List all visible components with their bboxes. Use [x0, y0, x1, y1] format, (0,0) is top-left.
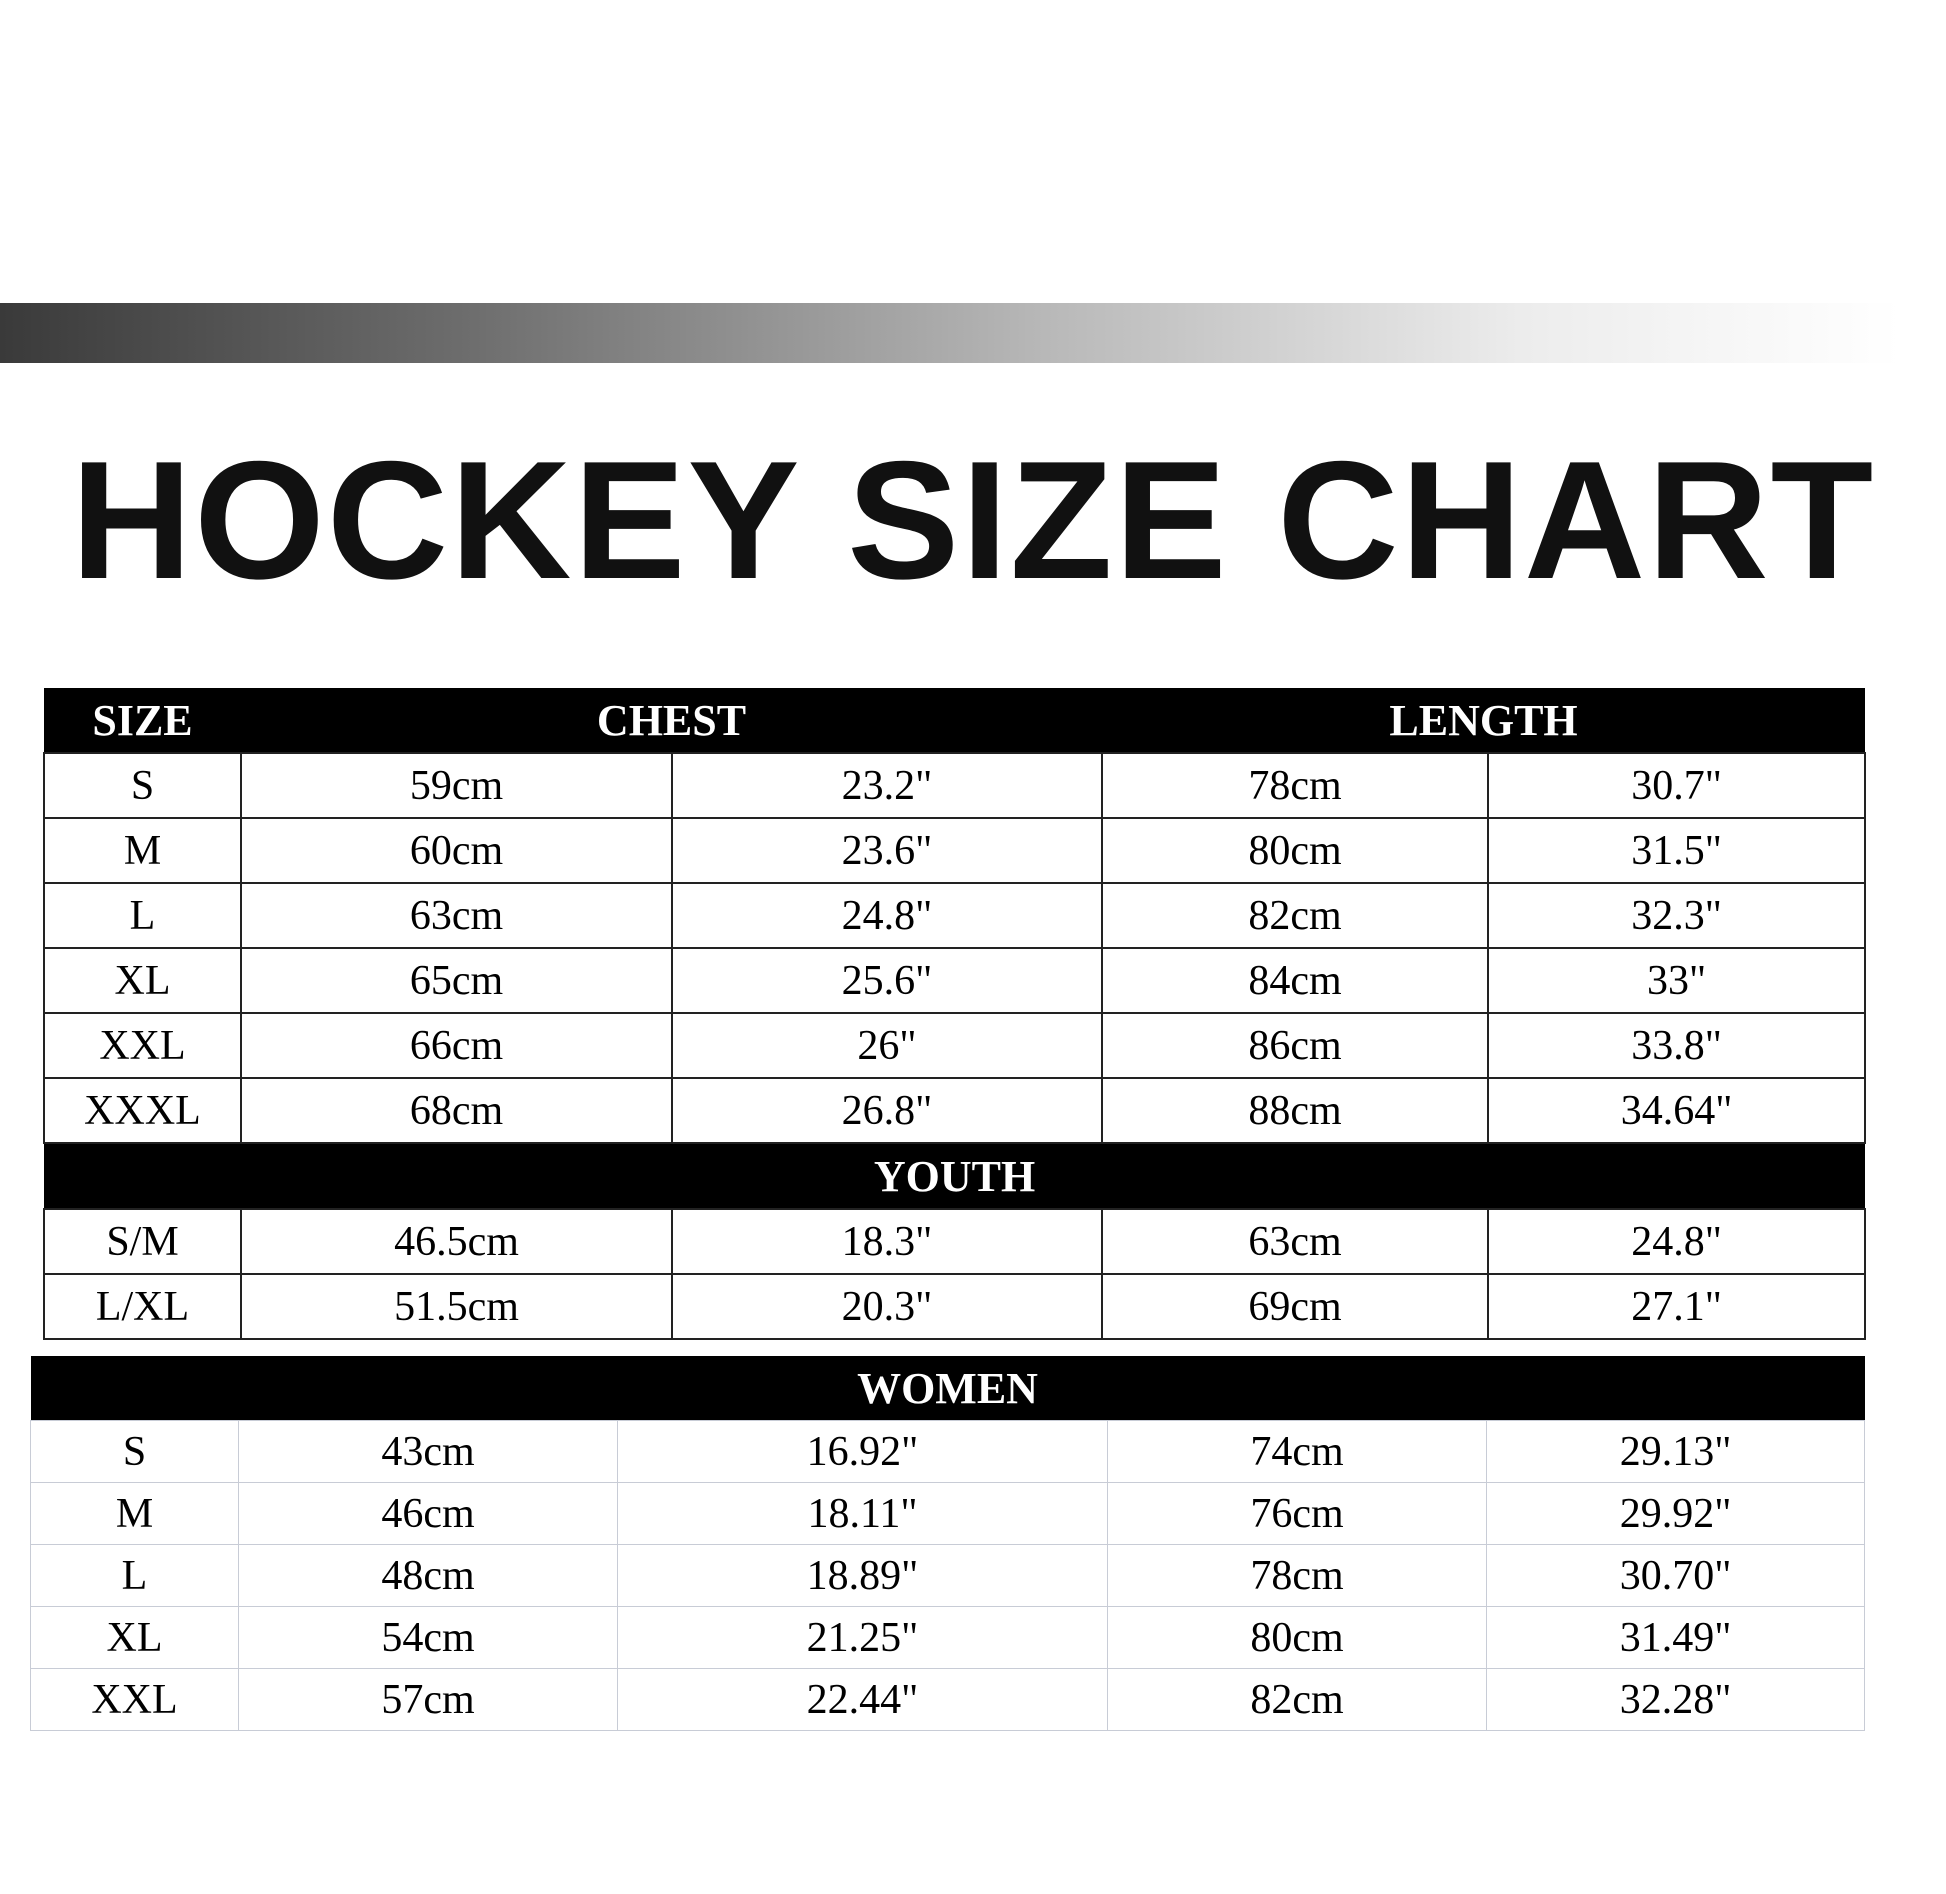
table-row — [44, 1274, 1865, 1339]
table-row — [44, 818, 1865, 883]
chest-cm-cell: 57cm — [239, 1669, 618, 1731]
length-in-cell: 29.92" — [1487, 1483, 1865, 1545]
size-cell: S — [44, 753, 241, 818]
chest-cm-cell: 66cm — [241, 1013, 672, 1078]
length-in-cell: 29.13" — [1487, 1421, 1865, 1483]
size-cell: L — [44, 883, 241, 948]
size-cell: XXL — [44, 1013, 241, 1078]
chest-in-cell: 18.3" — [672, 1209, 1102, 1274]
table-row — [44, 883, 1865, 948]
length-cm-cell: 78cm — [1102, 753, 1488, 818]
header-length: LENGTH — [1102, 688, 1865, 753]
length-cm-cell: 80cm — [1108, 1607, 1487, 1669]
size-cell: XL — [44, 948, 241, 1013]
chest-cm-cell: 59cm — [241, 753, 672, 818]
chest-in-cell: 26" — [672, 1013, 1102, 1078]
length-cm-cell: 86cm — [1102, 1013, 1488, 1078]
length-in-cell: 31.49" — [1487, 1607, 1865, 1669]
table-row — [31, 1545, 1865, 1607]
header-size: SIZE — [44, 688, 241, 753]
chest-cm-cell: 46cm — [239, 1483, 618, 1545]
length-in-cell: 27.1" — [1488, 1274, 1865, 1339]
chest-cm-cell: 43cm — [239, 1421, 618, 1483]
table-row — [31, 1607, 1865, 1669]
chest-cm-cell: 65cm — [241, 948, 672, 1013]
header-gradient-bar — [0, 303, 1900, 363]
chest-in-cell: 18.11" — [618, 1483, 1108, 1545]
size-cell: XXXL — [44, 1078, 241, 1143]
page-title: HOCKEY SIZE CHART — [70, 426, 1876, 614]
table-row — [31, 1483, 1865, 1545]
table-row — [31, 1421, 1865, 1483]
length-cm-cell: 63cm — [1102, 1209, 1488, 1274]
length-in-cell: 33" — [1488, 948, 1865, 1013]
size-cell: S — [31, 1421, 239, 1483]
table-row — [44, 948, 1865, 1013]
chest-in-cell: 21.25" — [618, 1607, 1108, 1669]
chest-in-cell: 25.6" — [672, 948, 1102, 1013]
length-cm-cell: 76cm — [1108, 1483, 1487, 1545]
chest-cm-cell: 51.5cm — [241, 1274, 672, 1339]
length-in-cell: 34.64" — [1488, 1078, 1865, 1143]
chest-cm-cell: 46.5cm — [241, 1209, 672, 1274]
chest-in-cell: 20.3" — [672, 1274, 1102, 1339]
men-youth-size-table — [43, 688, 1866, 1340]
size-cell: L — [31, 1545, 239, 1607]
length-cm-cell: 82cm — [1102, 883, 1488, 948]
women-section-header — [31, 1356, 1865, 1421]
length-in-cell: 33.8" — [1488, 1013, 1865, 1078]
chest-cm-cell: 48cm — [239, 1545, 618, 1607]
length-in-cell: 30.70" — [1487, 1545, 1865, 1607]
size-cell: XXL — [31, 1669, 239, 1731]
header-chest: CHEST — [241, 688, 1102, 753]
table-row — [44, 1013, 1865, 1078]
chest-in-cell: 24.8" — [672, 883, 1102, 948]
length-in-cell: 32.3" — [1488, 883, 1865, 948]
length-cm-cell: 82cm — [1108, 1669, 1487, 1731]
length-in-cell: 31.5" — [1488, 818, 1865, 883]
size-cell: M — [44, 818, 241, 883]
chest-in-cell: 23.2" — [672, 753, 1102, 818]
length-cm-cell: 78cm — [1108, 1545, 1487, 1607]
chest-cm-cell: 68cm — [241, 1078, 672, 1143]
length-cm-cell: 88cm — [1102, 1078, 1488, 1143]
chest-cm-cell: 60cm — [241, 818, 672, 883]
size-cell: XL — [31, 1607, 239, 1669]
table-row — [44, 1209, 1865, 1274]
length-in-cell: 32.28" — [1487, 1669, 1865, 1731]
length-cm-cell: 84cm — [1102, 948, 1488, 1013]
table-row — [44, 753, 1865, 818]
chest-in-cell: 23.6" — [672, 818, 1102, 883]
length-in-cell: 30.7" — [1488, 753, 1865, 818]
women-label: WOMEN — [31, 1356, 1865, 1421]
chest-in-cell: 18.89" — [618, 1545, 1108, 1607]
length-in-cell: 24.8" — [1488, 1209, 1865, 1274]
length-cm-cell: 80cm — [1102, 818, 1488, 883]
women-size-table — [30, 1356, 1865, 1731]
chest-in-cell: 26.8" — [672, 1078, 1102, 1143]
length-cm-cell: 69cm — [1102, 1274, 1488, 1339]
length-cm-cell: 74cm — [1108, 1421, 1487, 1483]
table-row — [31, 1669, 1865, 1731]
size-cell: S/M — [44, 1209, 241, 1274]
youth-section-header — [44, 1143, 1865, 1209]
table-header-row — [44, 688, 1865, 753]
chest-cm-cell: 63cm — [241, 883, 672, 948]
chest-in-cell: 16.92" — [618, 1421, 1108, 1483]
chest-cm-cell: 54cm — [239, 1607, 618, 1669]
size-cell: M — [31, 1483, 239, 1545]
youth-label: YOUTH — [44, 1143, 1865, 1209]
table-row — [44, 1078, 1865, 1143]
chest-in-cell: 22.44" — [618, 1669, 1108, 1731]
size-cell: L/XL — [44, 1274, 241, 1339]
